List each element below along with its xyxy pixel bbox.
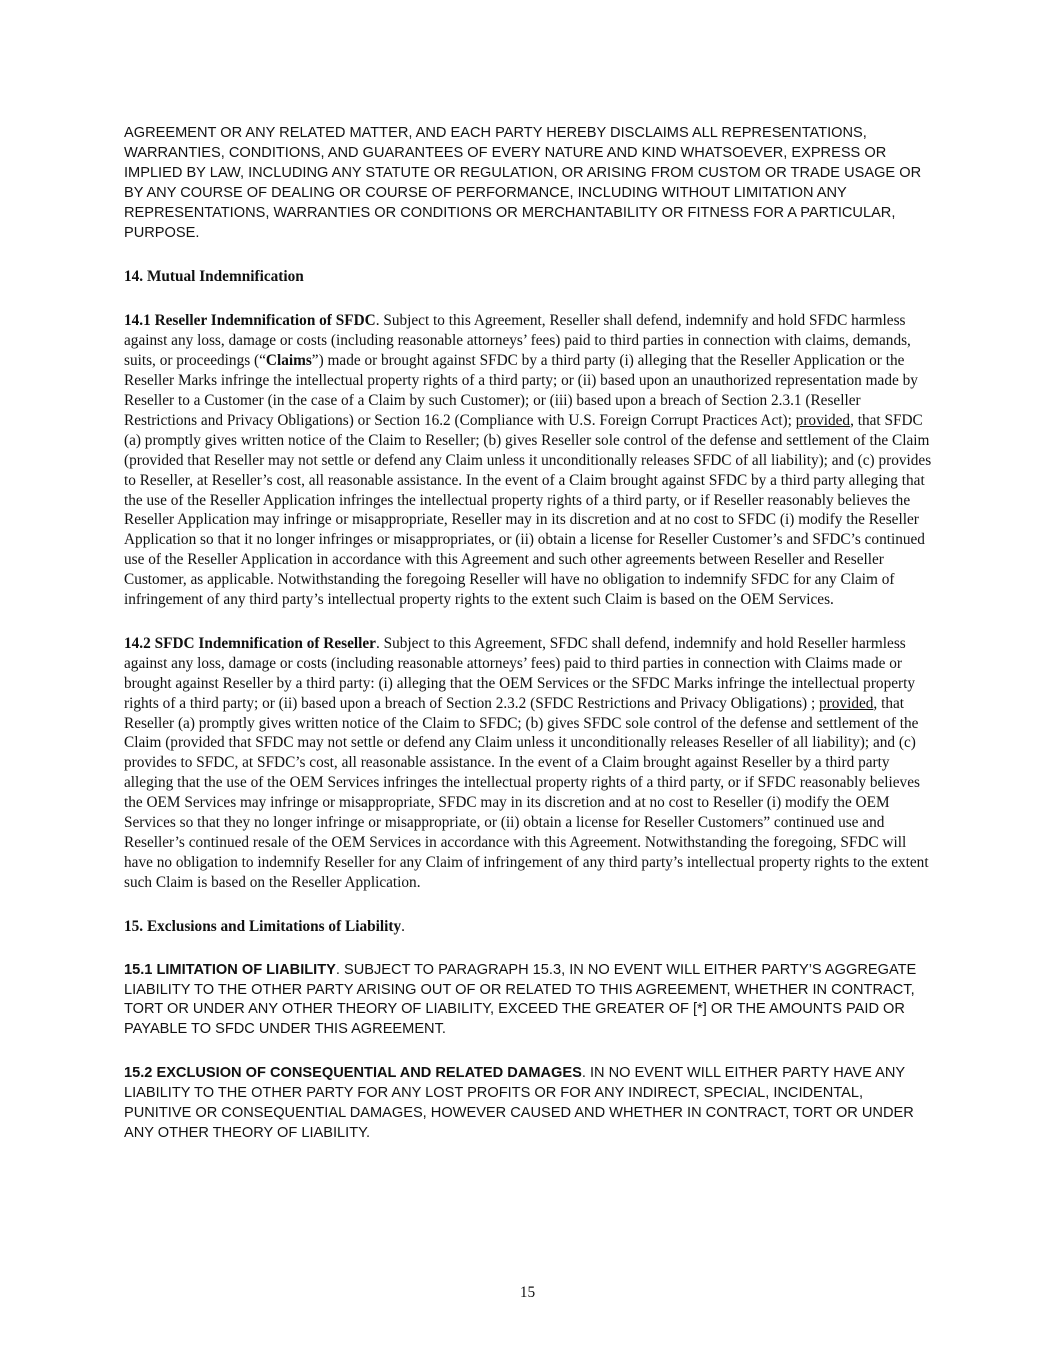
document-page	[124, 124, 932, 1144]
section-15-heading-period: .	[401, 917, 405, 935]
section-14-2-text-b: , that Reseller (a) promptly gives written notice of the Claim to SFDC; (b) gives SFDC sole control of the defense and settlement of the Claim (provided that SFDC may not settle or defend any Claim unless it unconditionally releases Reseller of all liability); and (c) provides to SFDC, at SFDC’s cost, all reasonable assistance. In the event of a Claim brought against Reseller by a third party alleging that the use of the OEM Services infringes the intellectual property rights of a third party, or if SFDC reasonably believes the OEM Services may infringe or misappropriate, SFDC may in its discretion and at no cost to Reseller (i) modify the OEM Services so that they no longer infringe or misappropriate, or (ii) obtain a license for Reseller Customers” continued use and Reseller’s continued resale of the OEM Services in accordance with this Agreement. Notwithstanding the foregoing, SFDC will have no obligation to indemnify Reseller for any Claim of infringement of any third party’s intellectual property rights to the extent such Claim is based on the Reseller Application.	[124, 694, 929, 891]
section-15-2-paragraph	[124, 1064, 932, 1144]
section-14-2-paragraph	[124, 634, 932, 893]
section-14-1-text-c: , that SFDC (a) promptly gives written notice of the Claim to Reseller; (b) gives Reseller sole control of the defense and settlement of the Claim (provided that Reseller may not settle or defend any Claim unless it unconditionally releases SFDC of all liability); and (c) provides to Reseller, at Reseller’s cost, all reasonable assistance. In the event of a Claim brought against SFDC by a third party alleging that the use of the Reseller Application infringes the intellectual property rights of a third party, or if Reseller reasonably believes the Reseller Application may infringe or misappropriate, Reseller may in its discretion and at no cost to SFDC (i) modify the Reseller Application so that it no longer infringes or misappropriates, or (ii) obtain a license for Reseller Customer’s and SFDC’s continued use of the Reseller Application in accordance with this Agreement and such other agreements between Reseller and Reseller Customer, as applicable. Notwithstanding the foregoing Reseller will have no obligation to indemnify SFDC for any Claim of infringement of any third party’s intellectual property rights to the extent such Claim is based on the OEM Services.	[124, 411, 932, 609]
section-14-1-text-a: . Subject to this Agreement, Reseller shall defend, indemnify and hold SFDC harmless against any loss, damage or costs (including reasonable attorneys’ fees) paid to third parties in connection with claims, demands, suits, or proceedings (“	[124, 312, 911, 370]
section-15-1-paragraph	[124, 961, 932, 1041]
section-15-heading-text: 15. Exclusions and Limitations of Liability	[124, 917, 402, 935]
disclaimer-continuation: AGREEMENT OR ANY RELATED MATTER, AND EACH PARTY HEREBY DISCLAIMS ALL REPRESENTATIONS, WARRANTIES, CONDITIONS, AND GUARANTEES OF EVERY NATURE AND KIND WHATSOEVER, EXPRESS OR IMPLIED BY LAW, INCLUDING ANY STATUTE OR REGULATION, OR ARISING FROM CUSTOM OR TRADE USAGE OR BY ANY COURSE OF DEALING OR COURSE OF PERFORMANCE, INCLUDING WITHOUT LIMITATION ANY REPRESENTATIONS, WARRANTIES OR CONDITIONS OR MERCHANTABILITY OR FITNESS FOR A PARTICULAR, PURPOSE.	[124, 125, 922, 241]
section-14-2-text-a: . Subject to this Agreement, SFDC shall defend, indemnify and hold Reseller harmless against any loss, damage or costs (including reasonable attorneys’ fees) paid to third parties in connection with Claims made or brought against Reseller by a third party: (i) alleging that the OEM Services or the SFDC Marks infringe the intellectual property rights of a third party; or (ii) based upon a breach of Section 2.3.2 (SFDC Restrictions and Privacy Obligations) ;	[124, 634, 915, 712]
section-14-1-paragraph	[124, 311, 932, 610]
claims-defined-term: Claims	[265, 352, 312, 370]
section-15-1-text: . SUBJECT TO PARAGRAPH 15.3, IN NO EVENT WILL EITHER PARTY’S AGGREGATE LIABILITY TO THE OTHER PARTY ARISING OUT OF OR RELATED TO THIS AGREEMENT, WHETHER IN CONTRACT, TORT OR UNDER ANY OTHER THEORY OF LIABILITY, EXCEED THE GREATER OF [*] OR THE AMOUNTS PAID OR PAYABLE TO SFDC UNDER THIS AGREEMENT.	[124, 961, 917, 1038]
section-15-heading	[124, 917, 932, 937]
section-14-1-title: 14.1 Reseller Indemnification of SFDC	[124, 312, 376, 330]
page-number: 15	[519, 1284, 536, 1301]
section-15-1-title: 15.1 LIMITATION OF LIABILITY	[124, 961, 336, 978]
section-15-2-title: 15.2 EXCLUSION OF CONSEQUENTIAL AND RELATED DAMAGES	[124, 1065, 582, 1082]
provided-term: provided	[819, 694, 874, 712]
provided-term: provided	[795, 411, 851, 429]
section-15-2-text: . IN NO EVENT WILL EITHER PARTY HAVE ANY LIABILITY TO THE OTHER PARTY FOR ANY LOST PROFITS OR FOR ANY INDIRECT, SPECIAL, INCIDENTAL, PUNITIVE OR CONSEQUENTIAL DAMAGES, HOWEVER CAUSED AND WHETHER IN CONTRACT, TORT OR UNDER ANY OTHER THEORY OF LIABILITY.	[124, 1065, 914, 1141]
section-14-2-title: 14.2 SFDC Indemnification of Reseller	[124, 634, 376, 652]
section-14-heading: 14. Mutual Indemnification	[124, 268, 304, 286]
section-14-1-text-b: ”) made or brought against SFDC by a third party (i) alleging that the Reseller Application or the Reseller Marks infringe the intellectual property rights of a third party; or (ii) based upon an unauthorized representation made by Reseller to a Customer (in the case of a Claim by such Customer); or (iii) based upon a breach of Section 2.3.1 (Reseller Restrictions and Privacy Obligations) or Section 16.2 (Compliance with U.S. Foreign Corrupt Practices Act);	[124, 352, 918, 429]
